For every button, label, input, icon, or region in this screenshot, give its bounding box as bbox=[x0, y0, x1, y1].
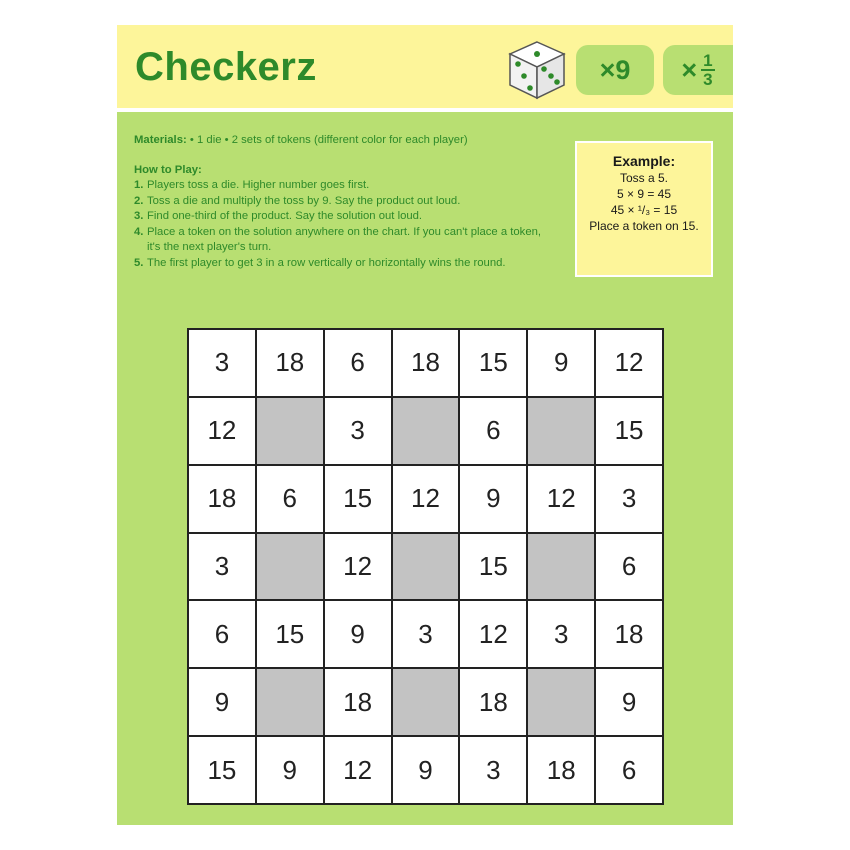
board-cell[interactable]: 6 bbox=[596, 737, 662, 803]
die-five-icon bbox=[507, 39, 567, 101]
board-cell[interactable]: 9 bbox=[189, 669, 255, 735]
board-cell[interactable]: 15 bbox=[596, 398, 662, 464]
board-cell[interactable]: 9 bbox=[393, 737, 459, 803]
materials-text: • 1 die • 2 sets of tokens (different color for each player) bbox=[189, 134, 468, 146]
example-line: Toss a 5. bbox=[619, 171, 669, 185]
page-title: Checkerz bbox=[135, 45, 317, 89]
board-cell[interactable]: 3 bbox=[189, 534, 255, 600]
blocked-cell bbox=[257, 398, 323, 464]
board-cell[interactable]: 6 bbox=[189, 601, 255, 667]
materials-line bbox=[134, 133, 554, 149]
board-cell[interactable]: 9 bbox=[460, 466, 526, 532]
board-cell[interactable]: 15 bbox=[460, 330, 526, 396]
board-cell[interactable]: 3 bbox=[393, 601, 459, 667]
example-line: 5 × 9 = 45 bbox=[616, 187, 672, 201]
example-line: Place a token on 15. bbox=[589, 219, 699, 233]
blocked-cell bbox=[393, 398, 459, 464]
board-cell[interactable]: 9 bbox=[257, 737, 323, 803]
times-nine-badge bbox=[576, 45, 654, 95]
board-cell[interactable]: 18 bbox=[460, 669, 526, 735]
board-cell[interactable]: 6 bbox=[257, 466, 323, 532]
blocked-cell bbox=[393, 669, 459, 735]
board-cell[interactable]: 12 bbox=[393, 466, 459, 532]
board-cell[interactable]: 15 bbox=[257, 601, 323, 667]
board-cell[interactable]: 15 bbox=[325, 466, 391, 532]
board-cell[interactable]: 18 bbox=[189, 466, 255, 532]
board-cell[interactable]: 15 bbox=[460, 534, 526, 600]
instructions-panel bbox=[134, 133, 554, 271]
blocked-cell bbox=[528, 534, 594, 600]
times-nine-label: ×9 bbox=[599, 54, 631, 85]
board-cell[interactable]: 18 bbox=[325, 669, 391, 735]
board-cell[interactable]: 6 bbox=[596, 534, 662, 600]
example-line: 45 × ¹/₃ = 15 bbox=[610, 203, 678, 217]
times-one-third-badge bbox=[663, 45, 733, 95]
board-cell[interactable]: 9 bbox=[528, 330, 594, 396]
board-cell[interactable]: 9 bbox=[596, 669, 662, 735]
one-third-fraction bbox=[701, 52, 714, 88]
step-item: 2. Toss a die and multiply the toss by 9. Say the product out loud. bbox=[134, 194, 461, 207]
board-cell[interactable]: 12 bbox=[460, 601, 526, 667]
step-item: 3. Find one-third of the product. Say the solution out loud. bbox=[134, 210, 423, 222]
board-cell[interactable]: 18 bbox=[528, 737, 594, 803]
board-cell[interactable]: 18 bbox=[596, 601, 662, 667]
fraction-denominator: 3 bbox=[703, 70, 713, 89]
board-cell[interactable]: 12 bbox=[528, 466, 594, 532]
board-cell[interactable]: 3 bbox=[325, 398, 391, 464]
blocked-cell bbox=[393, 534, 459, 600]
times-sign: × bbox=[681, 54, 698, 85]
how-to-play-label: How to Play: bbox=[134, 163, 202, 176]
board-cell[interactable]: 6 bbox=[460, 398, 526, 464]
board-cell[interactable]: 15 bbox=[189, 737, 255, 803]
blocked-cell bbox=[528, 398, 594, 464]
board-cell[interactable]: 12 bbox=[325, 737, 391, 803]
step-item: 5. The first player to get 3 in a row vertically or horizontally wins the round. bbox=[134, 256, 506, 269]
board-cell[interactable]: 3 bbox=[528, 601, 594, 667]
example-title: Example: bbox=[612, 153, 676, 169]
game-sheet bbox=[117, 25, 733, 825]
board-cell[interactable]: 12 bbox=[325, 534, 391, 600]
board-cell[interactable]: 3 bbox=[460, 737, 526, 803]
blocked-cell bbox=[257, 669, 323, 735]
board-cell[interactable]: 18 bbox=[393, 330, 459, 396]
board-cell[interactable]: 18 bbox=[257, 330, 323, 396]
board-cell[interactable]: 3 bbox=[596, 466, 662, 532]
board-cell[interactable]: 6 bbox=[325, 330, 391, 396]
step-item: 1. Players toss a die. Higher number goes first. bbox=[134, 179, 370, 191]
board-cell[interactable]: 12 bbox=[596, 330, 662, 396]
materials-label: Materials: bbox=[134, 134, 187, 146]
blocked-cell bbox=[528, 669, 594, 735]
step-item: 4. Place a token on the solution anywhere on the chart. If you can't place a token, it's the next player's turn. bbox=[134, 225, 542, 253]
board-cell[interactable]: 12 bbox=[189, 398, 255, 464]
header-divider bbox=[117, 108, 733, 112]
board-cell[interactable]: 9 bbox=[325, 601, 391, 667]
blocked-cell bbox=[257, 534, 323, 600]
board-cell[interactable]: 3 bbox=[189, 330, 255, 396]
example-box bbox=[575, 141, 713, 277]
game-board bbox=[187, 328, 664, 805]
header-bar bbox=[117, 25, 733, 108]
fraction-numerator: 1 bbox=[703, 51, 713, 70]
